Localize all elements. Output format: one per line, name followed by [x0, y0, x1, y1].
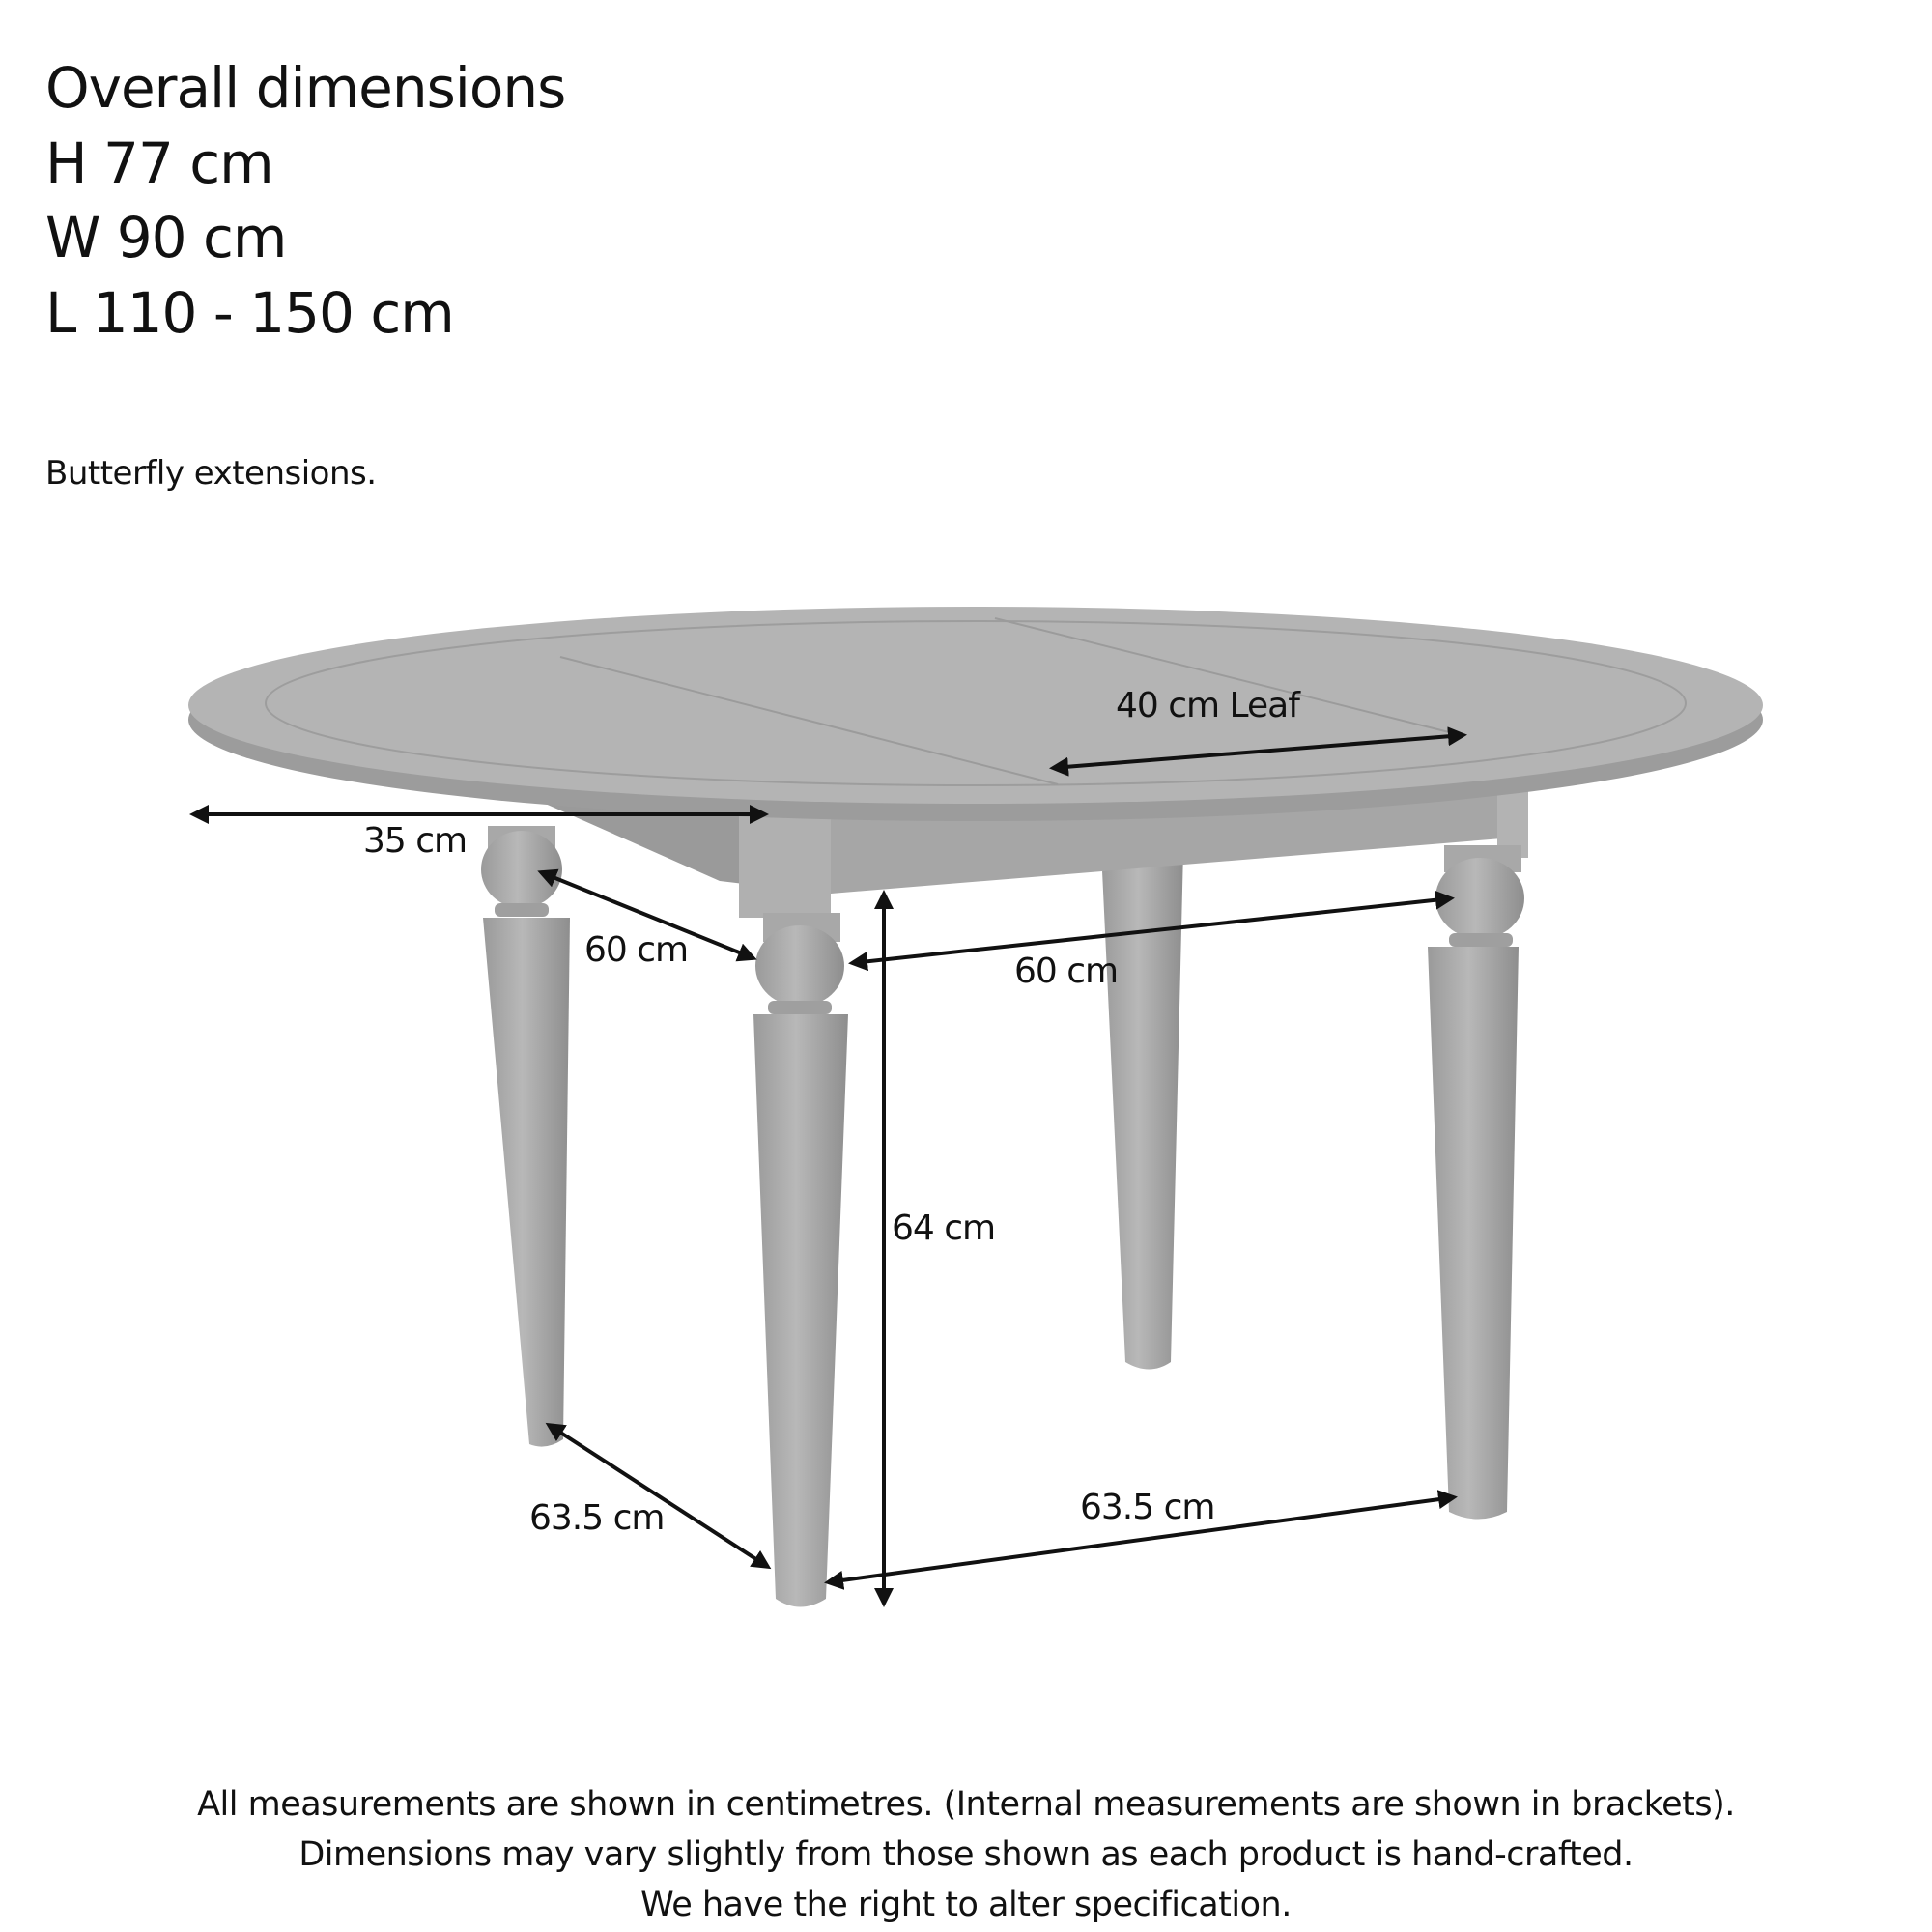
width-spec: W 90 cm: [45, 205, 287, 270]
extension-note: Butterfly extensions.: [45, 454, 377, 493]
leg-back-left: [481, 826, 570, 1447]
label-depth-bottom: 63.5 cm: [529, 1498, 665, 1538]
label-depth-top: 60 cm: [584, 930, 689, 970]
leg-front-right: [1428, 845, 1524, 1520]
label-length-bottom: 63.5 cm: [1080, 1488, 1215, 1527]
table-top: [188, 607, 1763, 821]
footer-line-1: All measurements are shown in centimetres. (Internal measurements are shown in brackets).: [197, 1785, 1735, 1824]
label-leaf: 40 cm Leaf: [1116, 686, 1299, 725]
label-height: 64 cm: [892, 1208, 996, 1248]
height-spec: H 77 cm: [45, 130, 273, 196]
dimensions-title: Overall dimensions: [45, 55, 566, 121]
footer-line-2: Dimensions may vary slightly from those shown as each product is hand-crafted.: [298, 1835, 1634, 1874]
length-spec: L 110 - 150 cm: [45, 280, 454, 346]
arrow-depth-bottom: [549, 1425, 768, 1567]
label-overhang: 35 cm: [363, 821, 468, 861]
footer-line-3: We have the right to alter specification.: [640, 1886, 1292, 1924]
leg-front-left: [753, 913, 848, 1607]
label-length-top: 60 cm: [1014, 952, 1119, 991]
